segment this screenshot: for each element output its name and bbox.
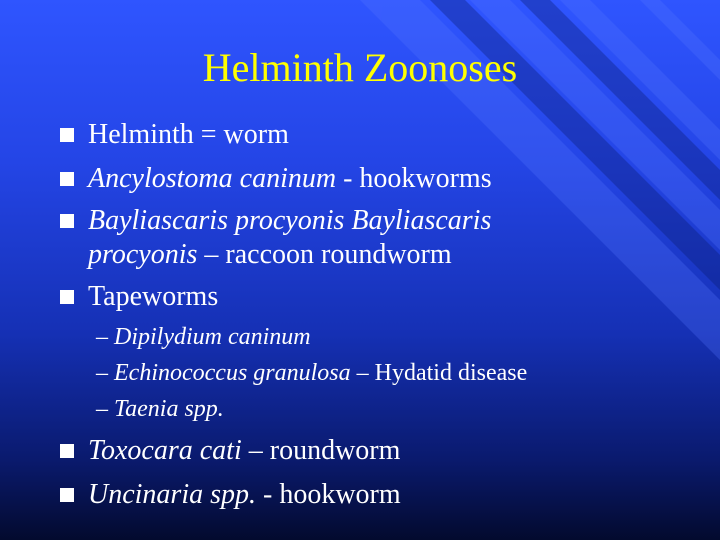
bullet-text: – roundworm xyxy=(241,435,401,466)
bullet-continuation xyxy=(88,234,452,276)
bullet-italic-text: procyonis xyxy=(88,239,198,270)
bullet-italic-text: Bayliascaris procyonis Bayliascaris xyxy=(88,205,492,236)
sub-bullet-item xyxy=(96,354,527,392)
sub-bullet-italic-text: – Echinococcus granulosa xyxy=(96,360,351,386)
square-bullet-icon xyxy=(60,172,74,186)
bullet-italic-text: Ancylostoma caninum xyxy=(88,163,337,194)
slide-title: Helminth Zoonoses xyxy=(202,45,518,90)
sub-bullet-item xyxy=(96,318,311,356)
bullet-text: - hookworms xyxy=(336,163,492,194)
sub-bullet-italic-text: – Taenia spp. xyxy=(96,396,224,422)
sub-bullet-item xyxy=(96,390,224,428)
bullet-item xyxy=(88,114,289,156)
bullet-text: – raccoon roundworm xyxy=(197,239,452,270)
bullet-item xyxy=(88,276,218,318)
bullet-italic-text: Uncinaria spp. xyxy=(88,479,256,510)
square-bullet-icon xyxy=(60,290,74,304)
square-bullet-icon xyxy=(60,444,74,458)
bullet-italic-text: Toxocara cati xyxy=(88,435,242,466)
square-bullet-icon xyxy=(60,128,74,142)
bullet-item xyxy=(88,158,492,200)
bullet-text: Tapeworms xyxy=(88,281,219,312)
square-bullet-icon xyxy=(60,214,74,228)
bullet-item xyxy=(88,430,400,472)
bullet-item xyxy=(88,474,401,516)
bullet-text: - hookworm xyxy=(256,479,401,510)
sub-bullet-text: – Hydatid disease xyxy=(350,360,528,386)
bullet-text: Helminth = worm xyxy=(88,119,289,150)
square-bullet-icon xyxy=(60,488,74,502)
sub-bullet-italic-text: – Dipilydium caninum xyxy=(96,324,311,350)
